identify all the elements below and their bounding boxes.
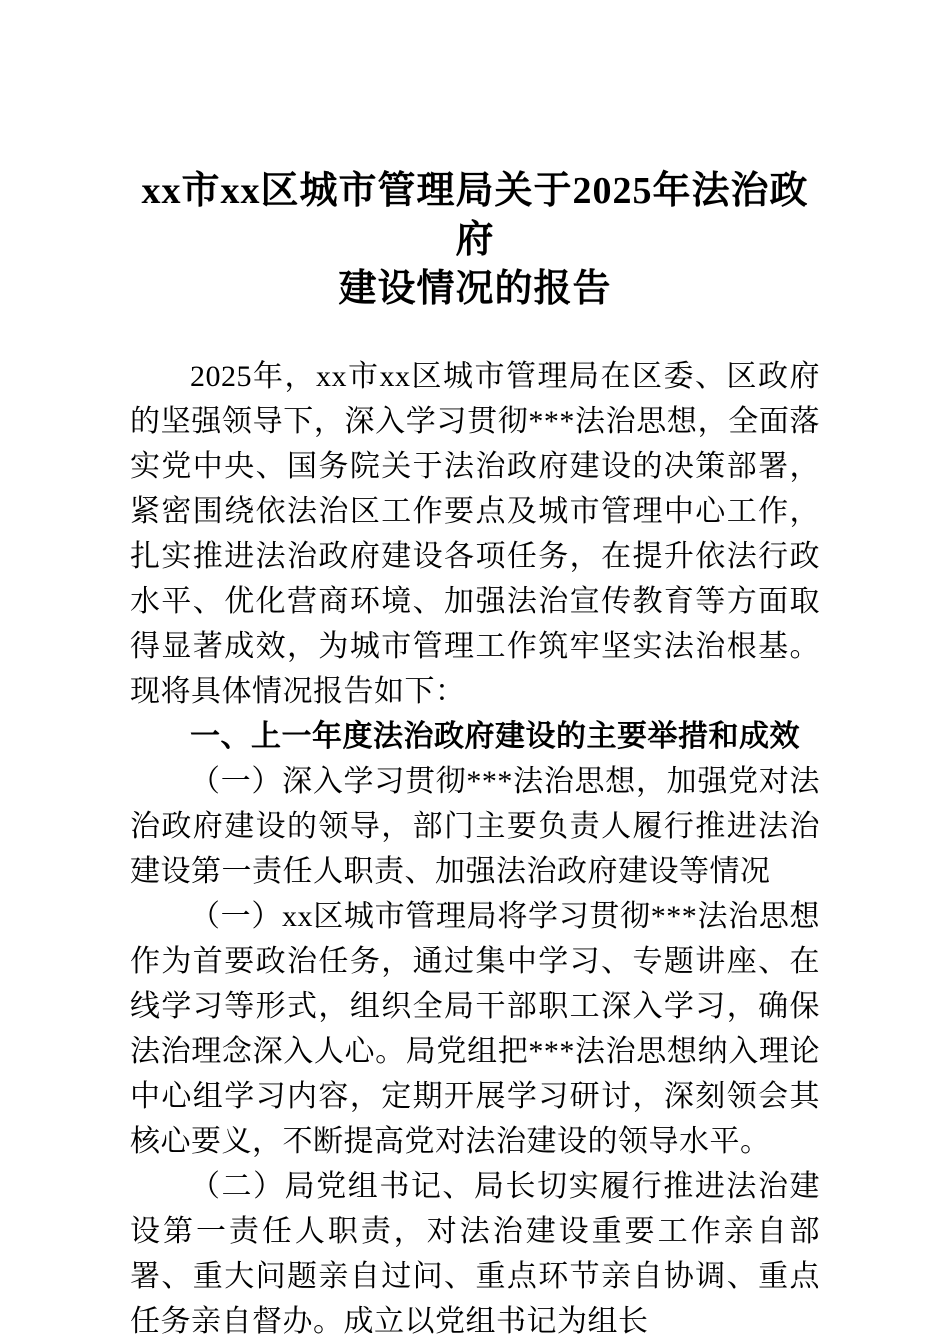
document-title	[130, 0, 820, 314]
document-title-line-2: 建设情况的报告	[338, 268, 612, 310]
paragraph-item-2: （二）局党组书记、局长切实履行推进法治建设第一责任人职责，对法治建设重要工作亲自部署、重大问题亲自过问、重点环节亲自协调、重点任务亲自督办。成立以党组书记为组长	[130, 1170, 820, 1338]
paragraph-subheading-1: （一）深入学习贯彻***法治思想，加强党对法治政府建设的领导，部门主要负责人履行推进法治建设第一责任人职责、加强法治政府建设等情况	[130, 765, 820, 888]
document-body	[130, 354, 820, 1344]
paragraph-intro: 2025年，xx市xx区城市管理局在区委、区政府的坚强领导下，深入学习贯彻***法治思想，全面落实党中央、国务院关于法治政府建设的决策部署，紧密围绕依法治区工作要点及城市管理中心工作，扎实推进法治政府建设各项任务，在提升依法行政水平、优化营商环境、加强法治宣传教育等方面取得显著成效，为城市管理工作筑牢坚实法治根基。现将具体情况报告如下：	[130, 360, 820, 708]
document-title-line-1: xx市xx区城市管理局关于2025年法治政府	[141, 170, 809, 261]
document-content	[130, 0, 820, 1344]
section-heading-1: 一、上一年度法治政府建设的主要举措和成效	[190, 720, 800, 753]
paragraph-item-1: （一）xx区城市管理局将学习贯彻***法治思想作为首要政治任务，通过集中学习、专题讲座、在线学习等形式，组织全局干部职工深入学习，确保法治理念深入人心。局党组把***法治思想纳入理论中心组学习内容，定期开展学习研讨，深刻领会其核心要义，不断提高党对法治建设的领导水平。	[130, 900, 820, 1158]
